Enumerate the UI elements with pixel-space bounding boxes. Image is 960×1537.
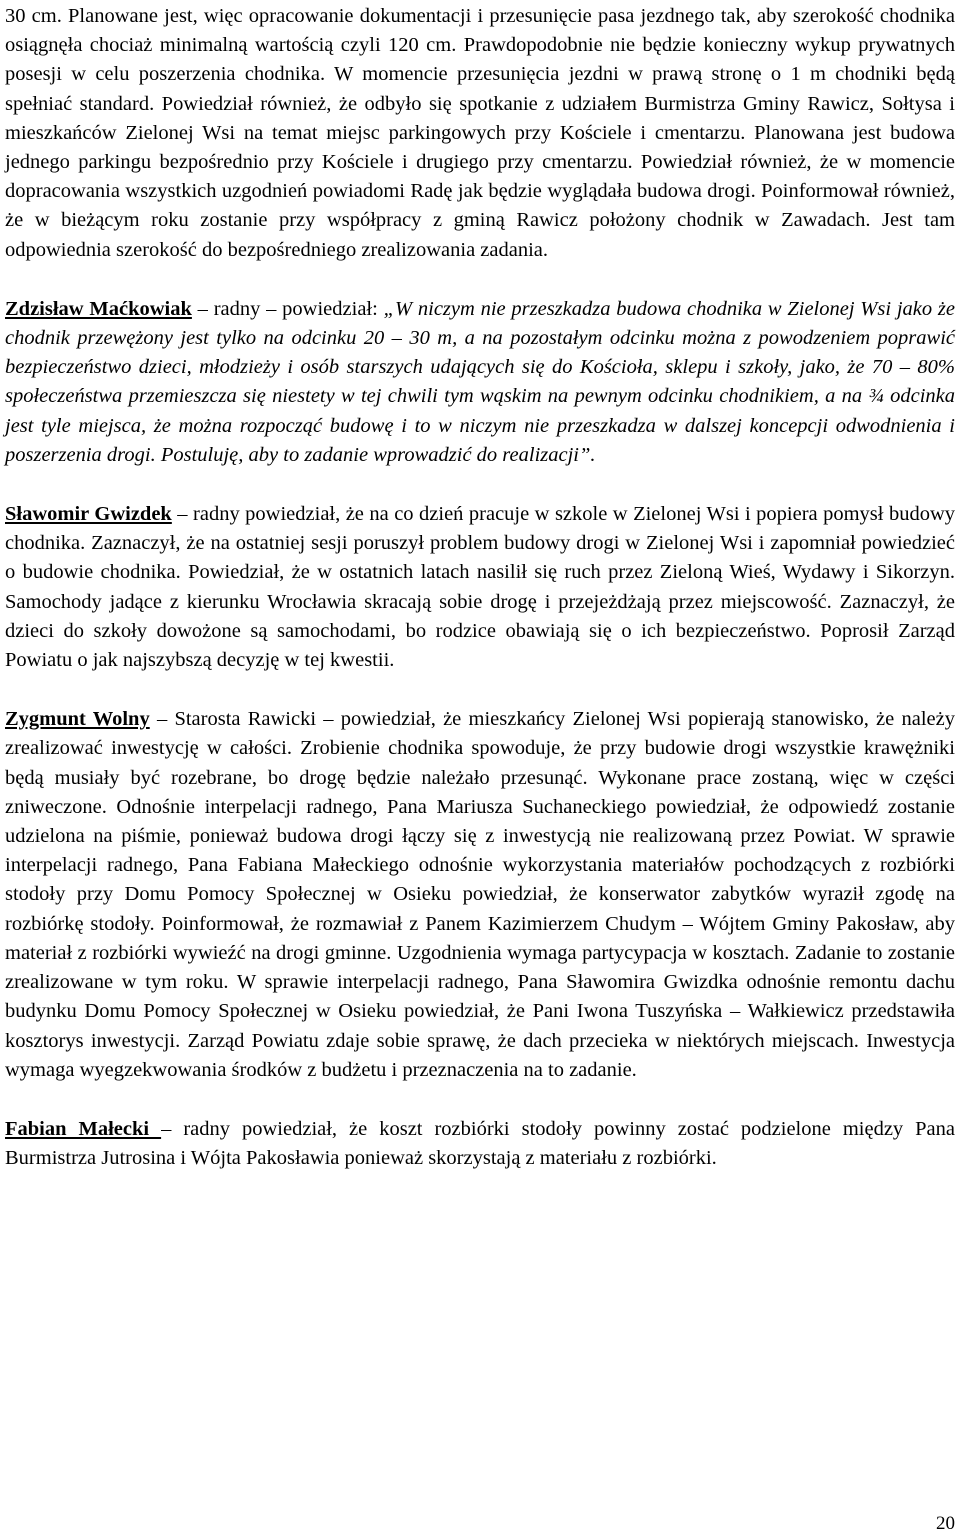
paragraph-statement-malecki — [5, 1115, 955, 1173]
statement-quote: „W niczym nie przeszkadza budowa chodnika w Zielonej Wsi jako że chodnik przewężony jest tylko na odcinku 20 – 30 m, a na pozostałym odcinku można z powodzeniem poprawić bezpieczeństwo dzieci, młodzieży i osób starszych udających się do Kościoła, sklepu i szkoły, jako, że 70 – 80% społeczeństwa przemieszcza się niestety w tej chwili tym wąskim na pewnym odcinku chodnikiem, a na ¾ odcinka jest tyle miejsca, że można rozpocząć budowę i to w niczym nie przeszkadza w dalszej koncepcji odwodnienia i poszerzenia drogi. Postuluję, aby to zadanie wprowadzić do realizacji”. — [5, 297, 955, 466]
speaker-name: Sławomir Gwizdek — [5, 503, 172, 526]
paragraph-statement-wolny — [5, 705, 955, 1085]
speaker-name: Zdzisław Maćkowiak — [5, 297, 192, 320]
paragraph-text: 30 cm. Planowane jest, więc opracowanie dokumentacji i przesunięcie pasa jezdnego tak, aby szerokość chodnika osiągnęła chociaż minimalną wartością czyli 120 cm. Prawdopodobnie nie będzie konieczny wykup prywatnych posesji w celu poszerzenia chodnika. W momencie przesunięcia jezdni w prawą stronę o 1 m chodniki będą spełniać standard. Powiedział również, że odbyło się spotkanie z udziałem Burmistrza Gminy Rawicz, Sołtysa i mieszkańców Zielonej Wsi na temat miejsc parkingowych przy Kościele i cmentarzu. Planowana jest budowa jednego parkingu bezpośrednio przy Kościele i drugiego przy cmentarzu. Powiedział również, że w momencie dopracowania wszystkich uzgodnień powiadomi Radę jak będzie wyglądała budowa drogi. Poinformował również, że w bieżącym roku zostanie przy współpracy z gminą Rawicz położony chodnik w Zawadach. Jest tam odpowiednia szerokość do bezpośredniego zrealizowania zadania. — [5, 5, 955, 261]
page-number: 20 — [936, 1513, 955, 1534]
statement-text: – radny powiedział, że koszt rozbiórki stodoły powinny zostać podzielone między Pana Burmistrza Jutrosina i Wójta Pakosławia ponieważ skorzystają z materiału z rozbiórki. — [5, 1117, 956, 1170]
statement-text: – Starosta Rawicki – powiedział, że mieszkańcy Zielonej Wsi popierają stanowisko, że należy zrealizować inwestycję w całości. Zrobienie chodnika spowoduje, że przy budowie drogi wszystkie krawężniki będą musiały być rozebrane, bo drogę będzie należało przesunąć. Wykonane prace zostaną, więc w części zniweczone. Odnośnie interpelacji radnego, Pana Mariusza Suchaneckiego powiedział, że odpowiedź zostanie udzielona na piśmie, ponieważ budowa drogi łączy się z inwestycją nie realizowaną przez Powiat. W sprawie interpelacji radnego, Pana Fabiana Małeckiego odnośnie wykorzystania materiałów pochodzących z rozbiórki stodoły przy Domu Pomocy Społecznej w Osieku powiedział, że konserwator zabytków wyraził zgodę na rozbiórkę stodoły. Poinformował, że rozmawiał z Panem Kazimierzem Chudym – Wójtem Gminy Pakosław, aby materiał z rozbiórki wywieźć na drogi gminne. Uzgodnienia wymaga partycypacja w kosztach. Zadanie to zostanie zrealizowane w tym roku. W sprawie interpelacji radnego, Pana Sławomira Gwizdka odnośnie remontu dachu budynku Domu Pomocy Społecznej w Osieku powiedział, że Pani Iwona Tuszyńska – Wałkiewicz przedstawiła kosztorys inwestycji. Zarząd Powiatu zdaje sobie sprawę, że dach przecieka w niektórych miejscach. Inwestycja wymaga wyegzekwowania środków z budżetu i przeznaczenia na to zadanie. — [5, 708, 955, 1081]
paragraph-continuation — [5, 2, 955, 265]
paragraph-statement-mackowiak — [5, 295, 955, 470]
paragraph-statement-gwizdek — [5, 500, 955, 675]
statement-lead: – radny – powiedział: — [191, 297, 384, 320]
document-page — [5, 0, 955, 1173]
speaker-name: Fabian Małecki — [5, 1117, 162, 1140]
speaker-name: Zygmunt Wolny — [5, 708, 150, 731]
statement-text: – radny powiedział, że na co dzień pracuje w szkole w Zielonej Wsi i popiera pomysł budowy chodnika. Zaznaczył, że na ostatniej sesji poruszył problem budowy drogi w Zielonej Wsi i zapomniał powiedzieć o budowie chodnika. Powiedział, że w ostatnich latach nasilił się ruch przez Zieloną Wieś, Wydawy i Sikorzyn. Samochody jadące z kierunku Wrocławia skracają sobie drogę i przejeżdżają przez miejscowość. Zaznaczył, że dzieci do szkoły dowożone są samochodami, bo rodzice obawiają się o ich bezpieczeństwo. Poprosił Zarząd Powiatu o jak najszybszą decyzję w tej kwestii. — [5, 503, 955, 672]
